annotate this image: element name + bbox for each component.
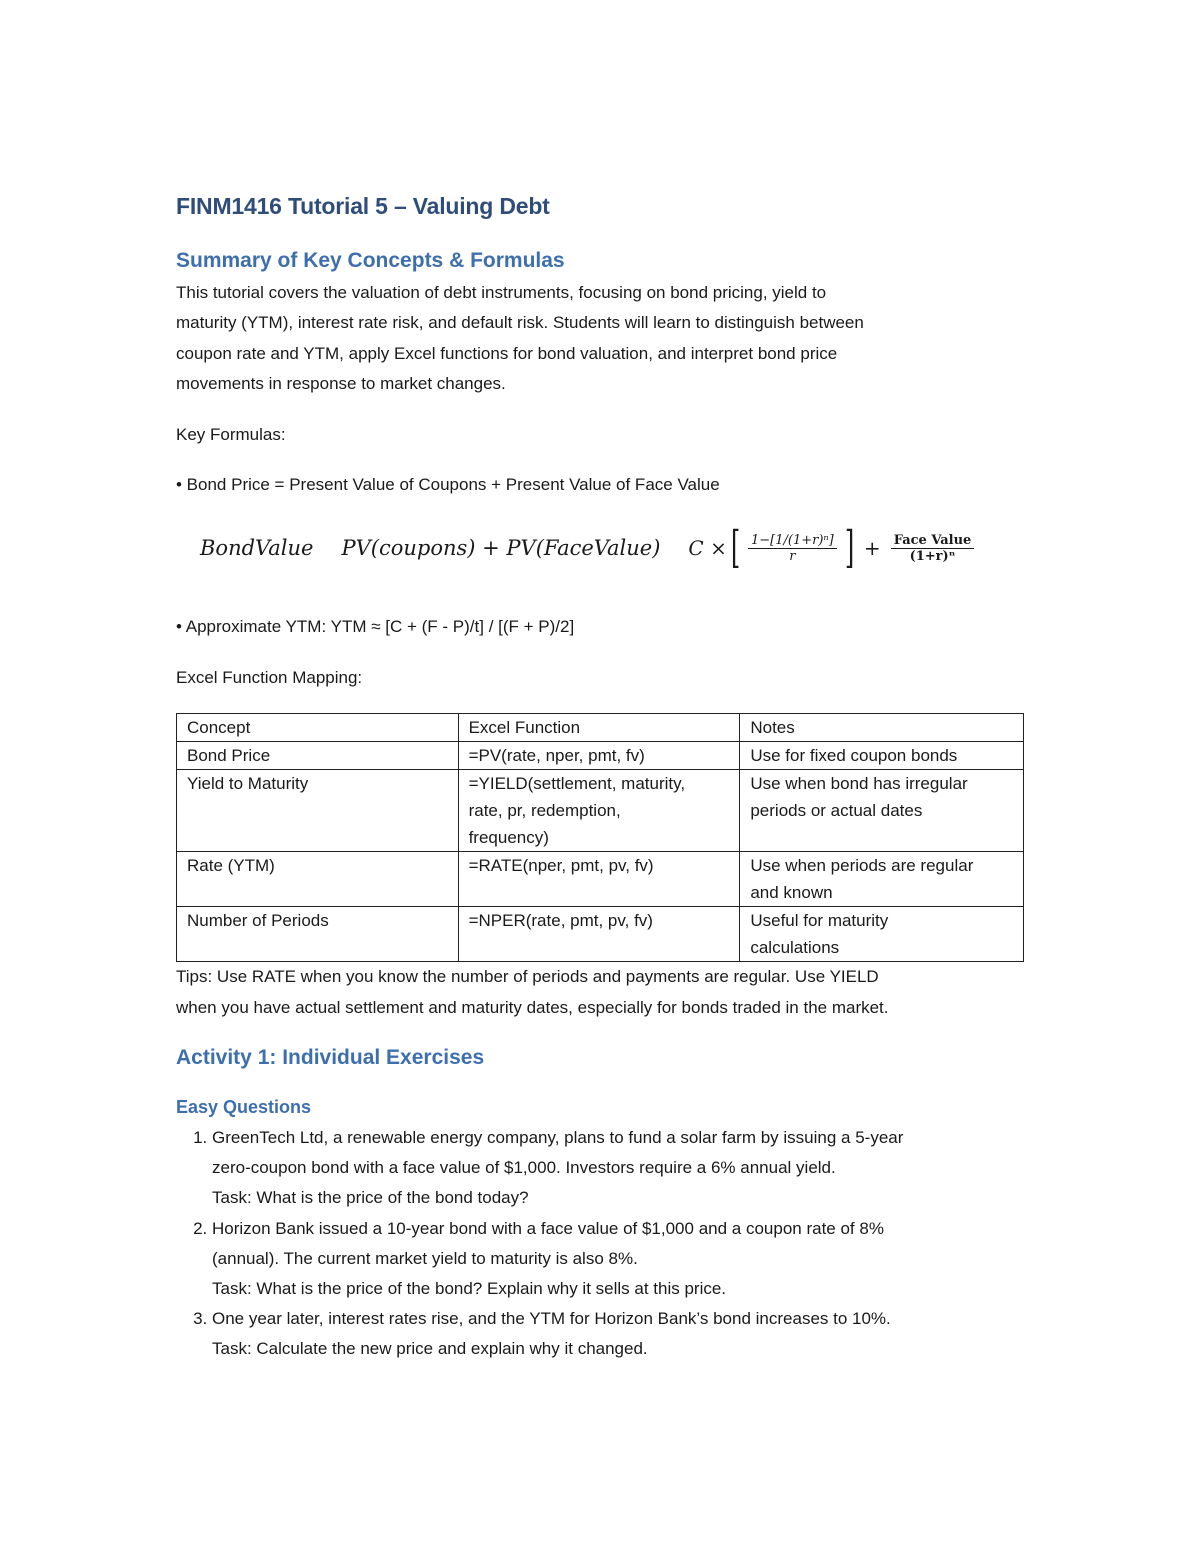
- table-cell-notes: [740, 770, 1024, 852]
- table-row: [177, 907, 1024, 962]
- question-line: 2. Horizon Bank issued a 10-year bond with a face value of $1,000 and a coupon rate of 8%: [212, 1218, 884, 1238]
- cell-line: Use when bond has irregular: [750, 774, 968, 794]
- table-cell-function: =PV(rate, nper, pmt, fv): [458, 742, 740, 770]
- table-cell-notes: [740, 852, 1024, 907]
- list-item: [212, 1304, 1026, 1364]
- table-cell-notes: Use for fixed coupon bonds: [740, 742, 1024, 770]
- table-cell-function: =RATE(nper, pmt, pv, fv): [458, 852, 740, 907]
- table-header-row: [177, 714, 1024, 742]
- document-content: [176, 190, 1026, 1365]
- question-task: Task: What is the price of the bond? Explain why it sells at this price.: [212, 1279, 727, 1299]
- bond-value-formula: [200, 518, 1026, 578]
- list-item: [212, 1123, 1026, 1214]
- table-header-cell: Notes: [740, 714, 1024, 742]
- table-cell-notes: [740, 907, 1024, 962]
- excel-function-table: [176, 713, 1024, 962]
- cell-line: calculations: [750, 938, 840, 958]
- tips-paragraph: [176, 962, 1026, 1023]
- easy-questions-heading: Easy Questions: [176, 1097, 312, 1118]
- annuity-denominator: r: [789, 548, 796, 564]
- cell-line: periods or actual dates: [750, 801, 923, 821]
- cell-line: Use when periods are regular: [750, 856, 974, 876]
- intro-line: coupon rate and YTM, apply Excel functions for bond valuation, and interpret bond price: [176, 343, 838, 363]
- questions-list: [176, 1123, 1026, 1365]
- table-header-cell: Excel Function: [458, 714, 740, 742]
- tips-line: Tips: Use RATE when you know the number of periods and payments are regular. Use YIELD: [176, 967, 879, 987]
- question-line: zero-coupon bond with a face value of $1,000. Investors require a 6% annual yield.: [212, 1158, 836, 1178]
- question-line: 1. GreenTech Ltd, a renewable energy company, plans to fund a solar farm by issuing a 5-year: [212, 1128, 904, 1148]
- ytm-bullet: • Approximate YTM: YTM ≈ [C + (F - P)/t] / [(F + P)/2]: [176, 617, 575, 637]
- formula-pv-sum: PV(coupons) + PV(FaceValue): [341, 536, 661, 561]
- intro-line: movements in response to market changes.: [176, 374, 506, 394]
- list-item: [212, 1214, 1026, 1305]
- cell-line: rate, pr, redemption,: [468, 801, 621, 821]
- question-task: Task: Calculate the new price and explain why it changed.: [212, 1339, 648, 1359]
- intro-line: This tutorial covers the valuation of debt instruments, focusing on bond pricing, yield to: [176, 283, 827, 302]
- table-cell-function: [458, 770, 740, 852]
- intro-line: maturity (YTM), interest rate risk, and default risk. Students will learn to distinguish between: [176, 313, 864, 333]
- document-title: FINM1416 Tutorial 5 – Valuing Debt: [176, 193, 550, 219]
- face-value-fraction: [891, 533, 975, 564]
- table-cell-concept: Bond Price: [177, 742, 459, 770]
- question-line: (annual). The current market yield to maturity is also 8%.: [212, 1248, 638, 1268]
- key-formulas-label: Key Formulas:: [176, 424, 286, 444]
- cell-line: =YIELD(settlement, maturity,: [468, 774, 686, 794]
- table-header-cell: Concept: [177, 714, 459, 742]
- activity-heading: Activity 1: Individual Exercises: [176, 1046, 485, 1070]
- summary-heading: Summary of Key Concepts & Formulas: [176, 249, 565, 272]
- table-cell-concept: Rate (YTM): [177, 852, 459, 907]
- table-cell-function: =NPER(rate, pmt, pv, fv): [458, 907, 740, 962]
- formula-bond-value: BondValue: [200, 536, 314, 561]
- summary-intro: [176, 278, 1026, 400]
- question-task: Task: What is the price of the bond today?: [212, 1188, 529, 1208]
- question-line: 3. One year later, interest rates rise, and the YTM for Horizon Bank’s bond increases to 10%.: [212, 1309, 891, 1329]
- table-row: [177, 852, 1024, 907]
- cell-line: and known: [750, 883, 833, 903]
- excel-mapping-label: Excel Function Mapping:: [176, 667, 363, 687]
- table-row: [177, 770, 1024, 852]
- left-bracket-glyph: [: [730, 522, 741, 574]
- formula-plus: +: [863, 536, 881, 561]
- table-row: [177, 742, 1024, 770]
- table-cell-concept: Yield to Maturity: [177, 770, 459, 852]
- face-value-numerator: Face Value: [891, 533, 975, 549]
- tips-line: when you have actual settlement and maturity dates, especially for bonds traded in the market.: [176, 997, 889, 1017]
- annuity-numerator: 1−[1/(1+r)ⁿ]: [748, 533, 837, 549]
- formula-coupon-times: C ×: [688, 536, 727, 561]
- face-value-denominator: (1+r)ⁿ: [909, 548, 956, 564]
- cell-line: frequency): [468, 828, 549, 848]
- annuity-fraction: [748, 533, 837, 564]
- formula-expanded: [688, 522, 978, 574]
- table-cell-concept: Number of Periods: [177, 907, 459, 962]
- cell-line: Useful for maturity: [750, 911, 889, 931]
- right-bracket-glyph: ]: [844, 522, 855, 574]
- bond-price-bullet: • Bond Price = Present Value of Coupons + Present Value of Face Value: [176, 475, 720, 495]
